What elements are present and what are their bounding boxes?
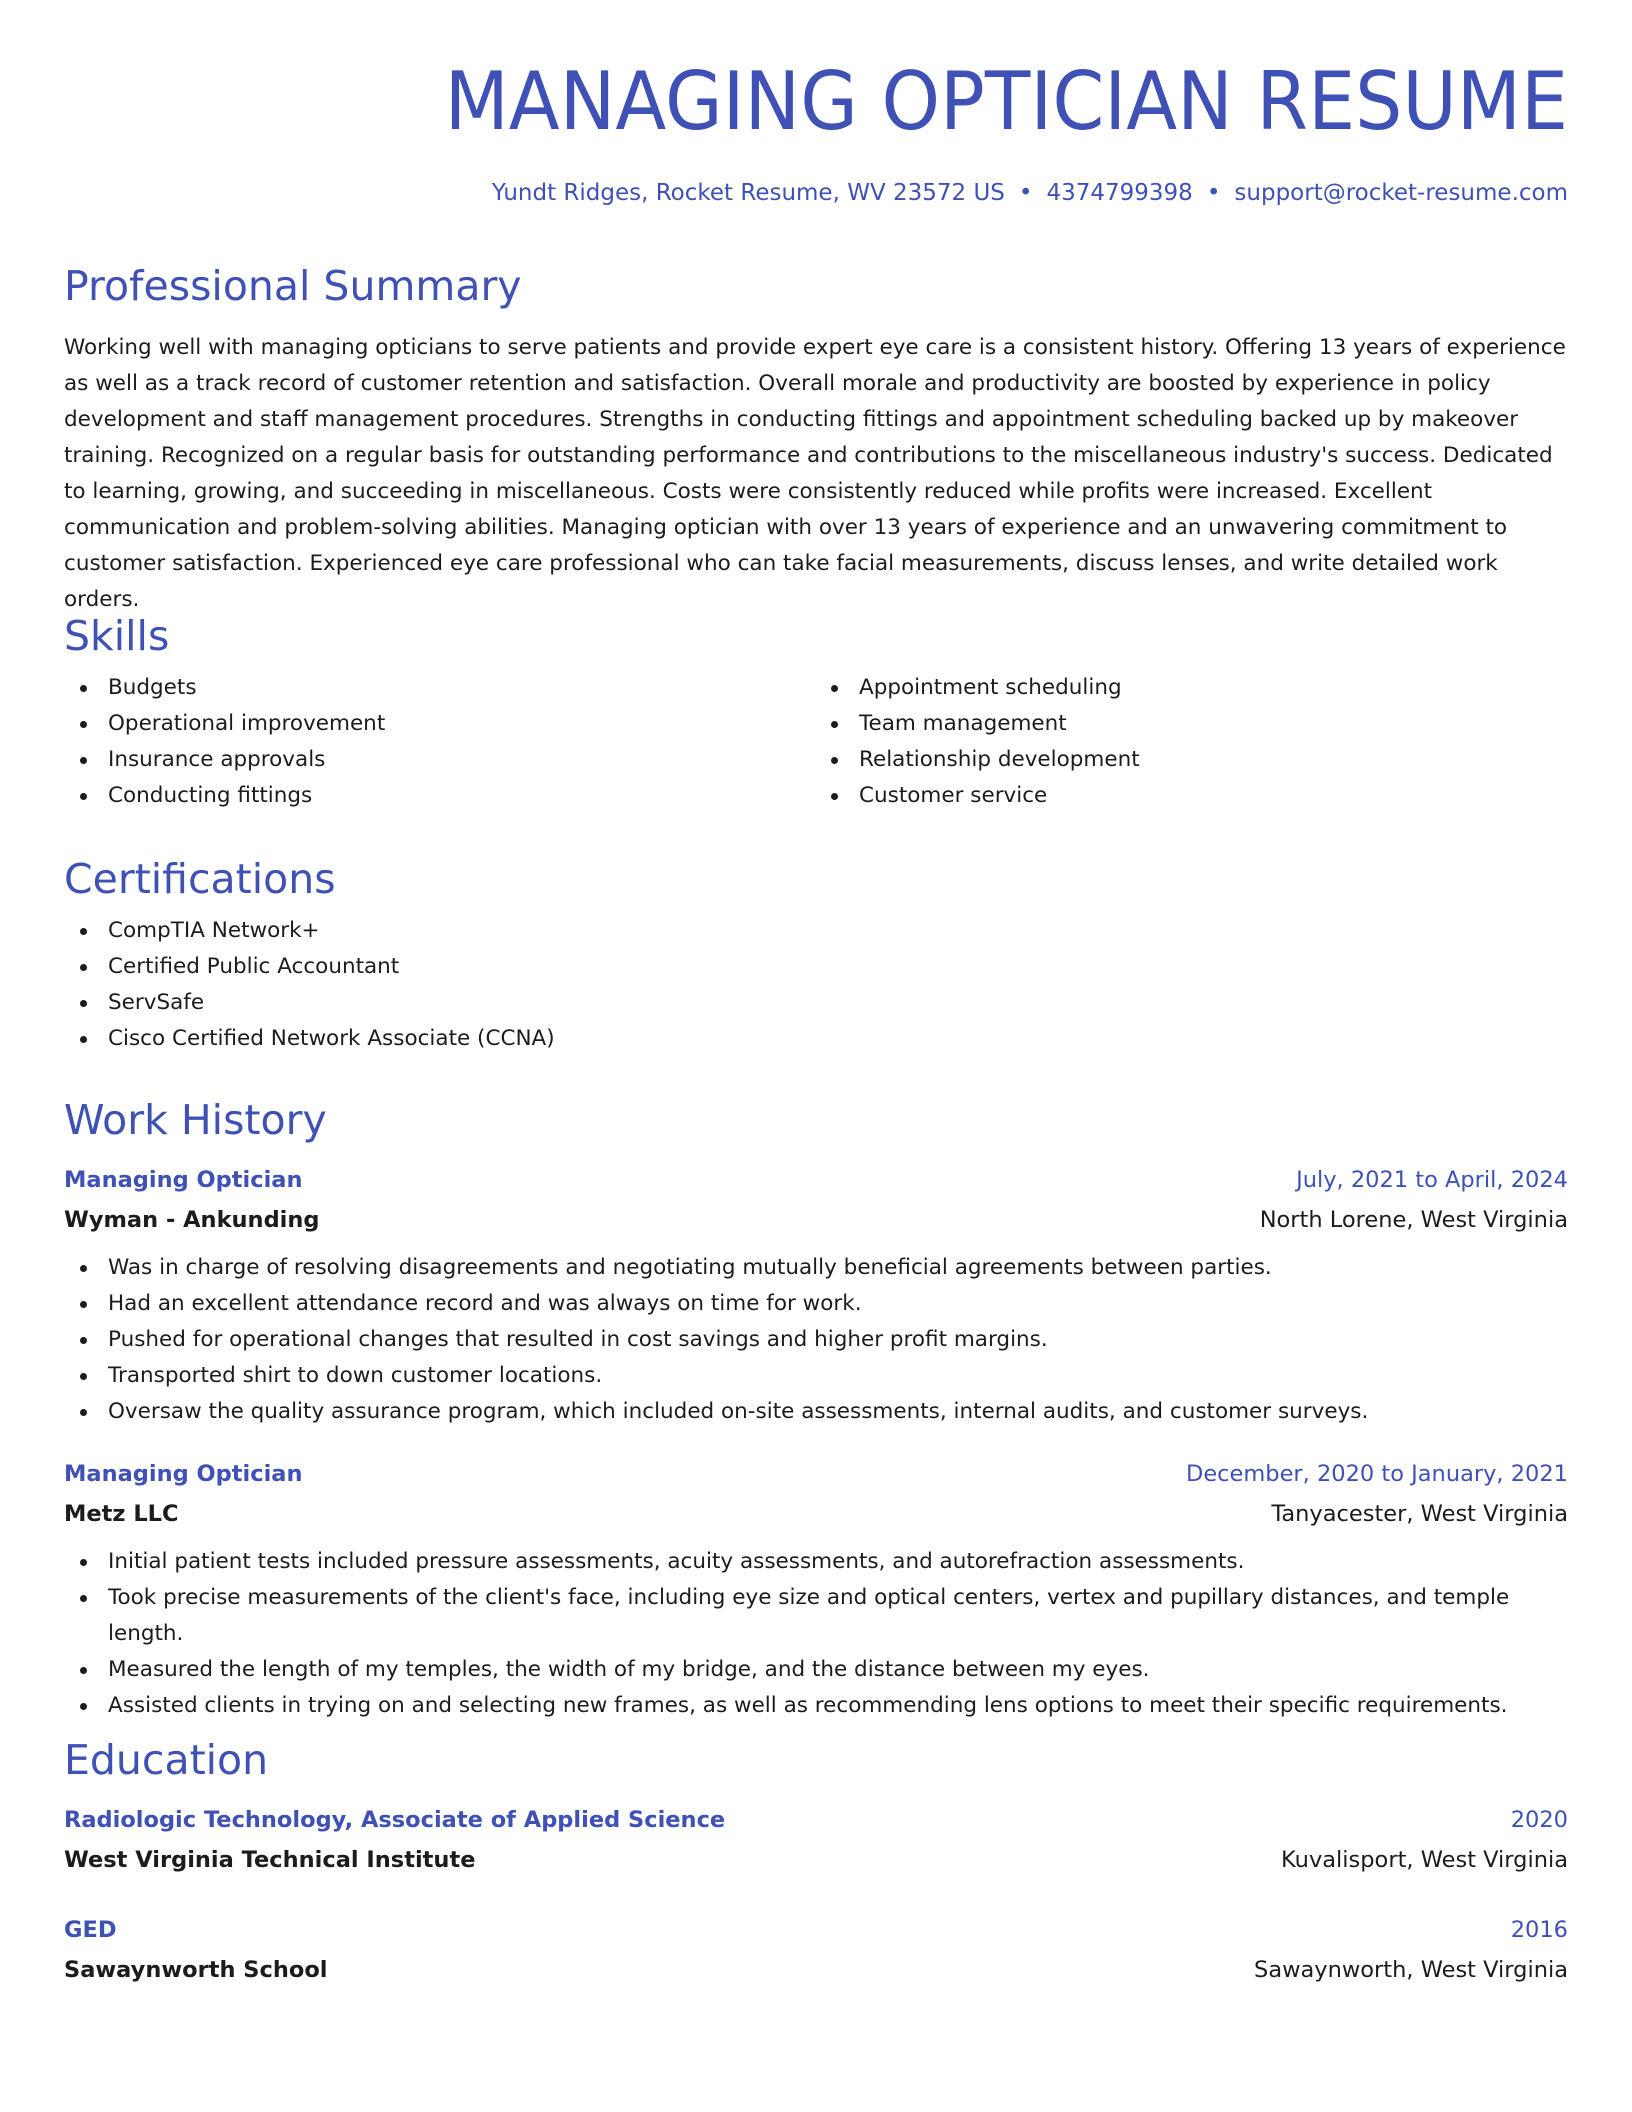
certification-item: Certified Public Accountant [64, 949, 1568, 985]
job-company: Metz LLC [64, 1501, 179, 1527]
certification-item: ServSafe [64, 985, 1568, 1021]
contact-address: Yundt Ridges, Rocket Resume, WV 23572 US [491, 180, 1005, 206]
summary-text: Working well with managing opticians to serve patients and provide expert eye care is a consistent history. Offering 13 years of experience as well as a track record of customer retention and satisfaction. Overall morale and productivity are boosted by experience in policy development and staff management procedures. Strengths in conducting fittings and appointment scheduling backed up by makeover training. Recognized on a regular basis for outstanding performance and contributions to the miscellaneous industry's success. Dedicated to learning, growing, and succeeding in miscellaneous. Costs were consistently reduced while profits were increased. Excellent communication and problem-solving abilities. Managing optician with over 13 years of experience and an unwavering commitment to customer satisfaction. Experienced eye care professional who can take facial measurements, discuss lenses, and write detailed work orders. [64, 335, 1566, 612]
skill-item: Team management [815, 706, 1568, 742]
education-year: 2020 [1510, 1807, 1568, 1833]
job-role: Managing Optician [64, 1461, 303, 1487]
skills-heading: Skills [64, 612, 170, 660]
work-history-section [64, 1094, 1568, 1724]
education-location: Kuvalisport, West Virginia [1281, 1847, 1568, 1873]
job-bullet: Pushed for operational changes that resulted in cost savings and higher profit margins. [64, 1322, 1568, 1358]
job-bullet: Transported shirt to down customer locations. [64, 1358, 1568, 1394]
job-bullet: Was in charge of resolving disagreements and negotiating mutually beneficial agreements between parties. [64, 1250, 1568, 1286]
job-bullet: Initial patient tests included pressure assessments, acuity assessments, and autorefraction assessments. [64, 1544, 1568, 1580]
education-degree: Radiologic Technology, Associate of Applied Science [64, 1807, 726, 1833]
contact-line [492, 178, 1568, 208]
skills-list-right [815, 670, 1568, 814]
job-location: Tanyacester, West Virginia [1271, 1501, 1568, 1527]
skills-section [64, 610, 1568, 814]
certification-item: CompTIA Network+ [64, 913, 1568, 949]
education-heading: Education [64, 1736, 269, 1784]
certifications-list [64, 913, 1568, 1057]
work-history-heading: Work History [64, 1096, 327, 1144]
job-bullet: Took precise measurements of the client's face, including eye size and optical centers, vertex and pupillary distances, and temple length. [64, 1580, 1568, 1652]
job-bullet: Assisted clients in trying on and selecting new frames, as well as recommending lens options to meet their specific requirements. [64, 1688, 1568, 1724]
summary-heading: Professional Summary [64, 262, 522, 310]
education-year: 2016 [1510, 1917, 1568, 1943]
skill-item: Customer service [815, 778, 1568, 814]
contact-phone: 4374799398 [1046, 180, 1193, 206]
education-school: Sawaynworth School [64, 1957, 328, 1983]
job-bullet: Had an excellent attendance record and was always on time for work. [64, 1286, 1568, 1322]
skill-item: Relationship development [815, 742, 1568, 778]
skill-item: Budgets [64, 670, 816, 706]
education-degree: GED [64, 1917, 117, 1943]
education-section [64, 1734, 1568, 1990]
resume-title: MANAGING OPTICIAN RESUME [444, 55, 1568, 148]
certifications-heading: Certifications [64, 855, 336, 903]
contact-separator: • [1206, 180, 1221, 206]
job-role: Managing Optician [64, 1167, 303, 1193]
contact-email: support@rocket-resume.com [1234, 180, 1568, 206]
certifications-section [64, 853, 1568, 1057]
skill-item: Insurance approvals [64, 742, 816, 778]
job-bullets [64, 1250, 1568, 1430]
job-bullet: Oversaw the quality assurance program, which included on-site assessments, internal audits, and customer surveys. [64, 1394, 1568, 1430]
education-entry [64, 1800, 1568, 1880]
job-company: Wyman - Ankunding [64, 1207, 320, 1233]
summary-section [64, 260, 1568, 618]
job-dates: July, 2021 to April, 2024 [1296, 1167, 1568, 1193]
skill-item: Appointment scheduling [815, 670, 1568, 706]
job-dates: December, 2020 to January, 2021 [1186, 1461, 1568, 1487]
education-entry [64, 1910, 1568, 1990]
education-school: West Virginia Technical Institute [64, 1847, 476, 1873]
certification-item: Cisco Certified Network Associate (CCNA) [64, 1021, 1568, 1057]
job-bullet: Measured the length of my temples, the width of my bridge, and the distance between my eyes. [64, 1652, 1568, 1688]
job-bullets [64, 1544, 1568, 1724]
education-location: Sawaynworth, West Virginia [1254, 1957, 1568, 1983]
skill-item: Operational improvement [64, 706, 816, 742]
job-entry [64, 1454, 1568, 1724]
skills-list-left [64, 670, 816, 814]
job-location: North Lorene, West Virginia [1259, 1207, 1568, 1233]
job-entry [64, 1160, 1568, 1430]
contact-separator: • [1018, 180, 1033, 206]
skill-item: Conducting fittings [64, 778, 816, 814]
